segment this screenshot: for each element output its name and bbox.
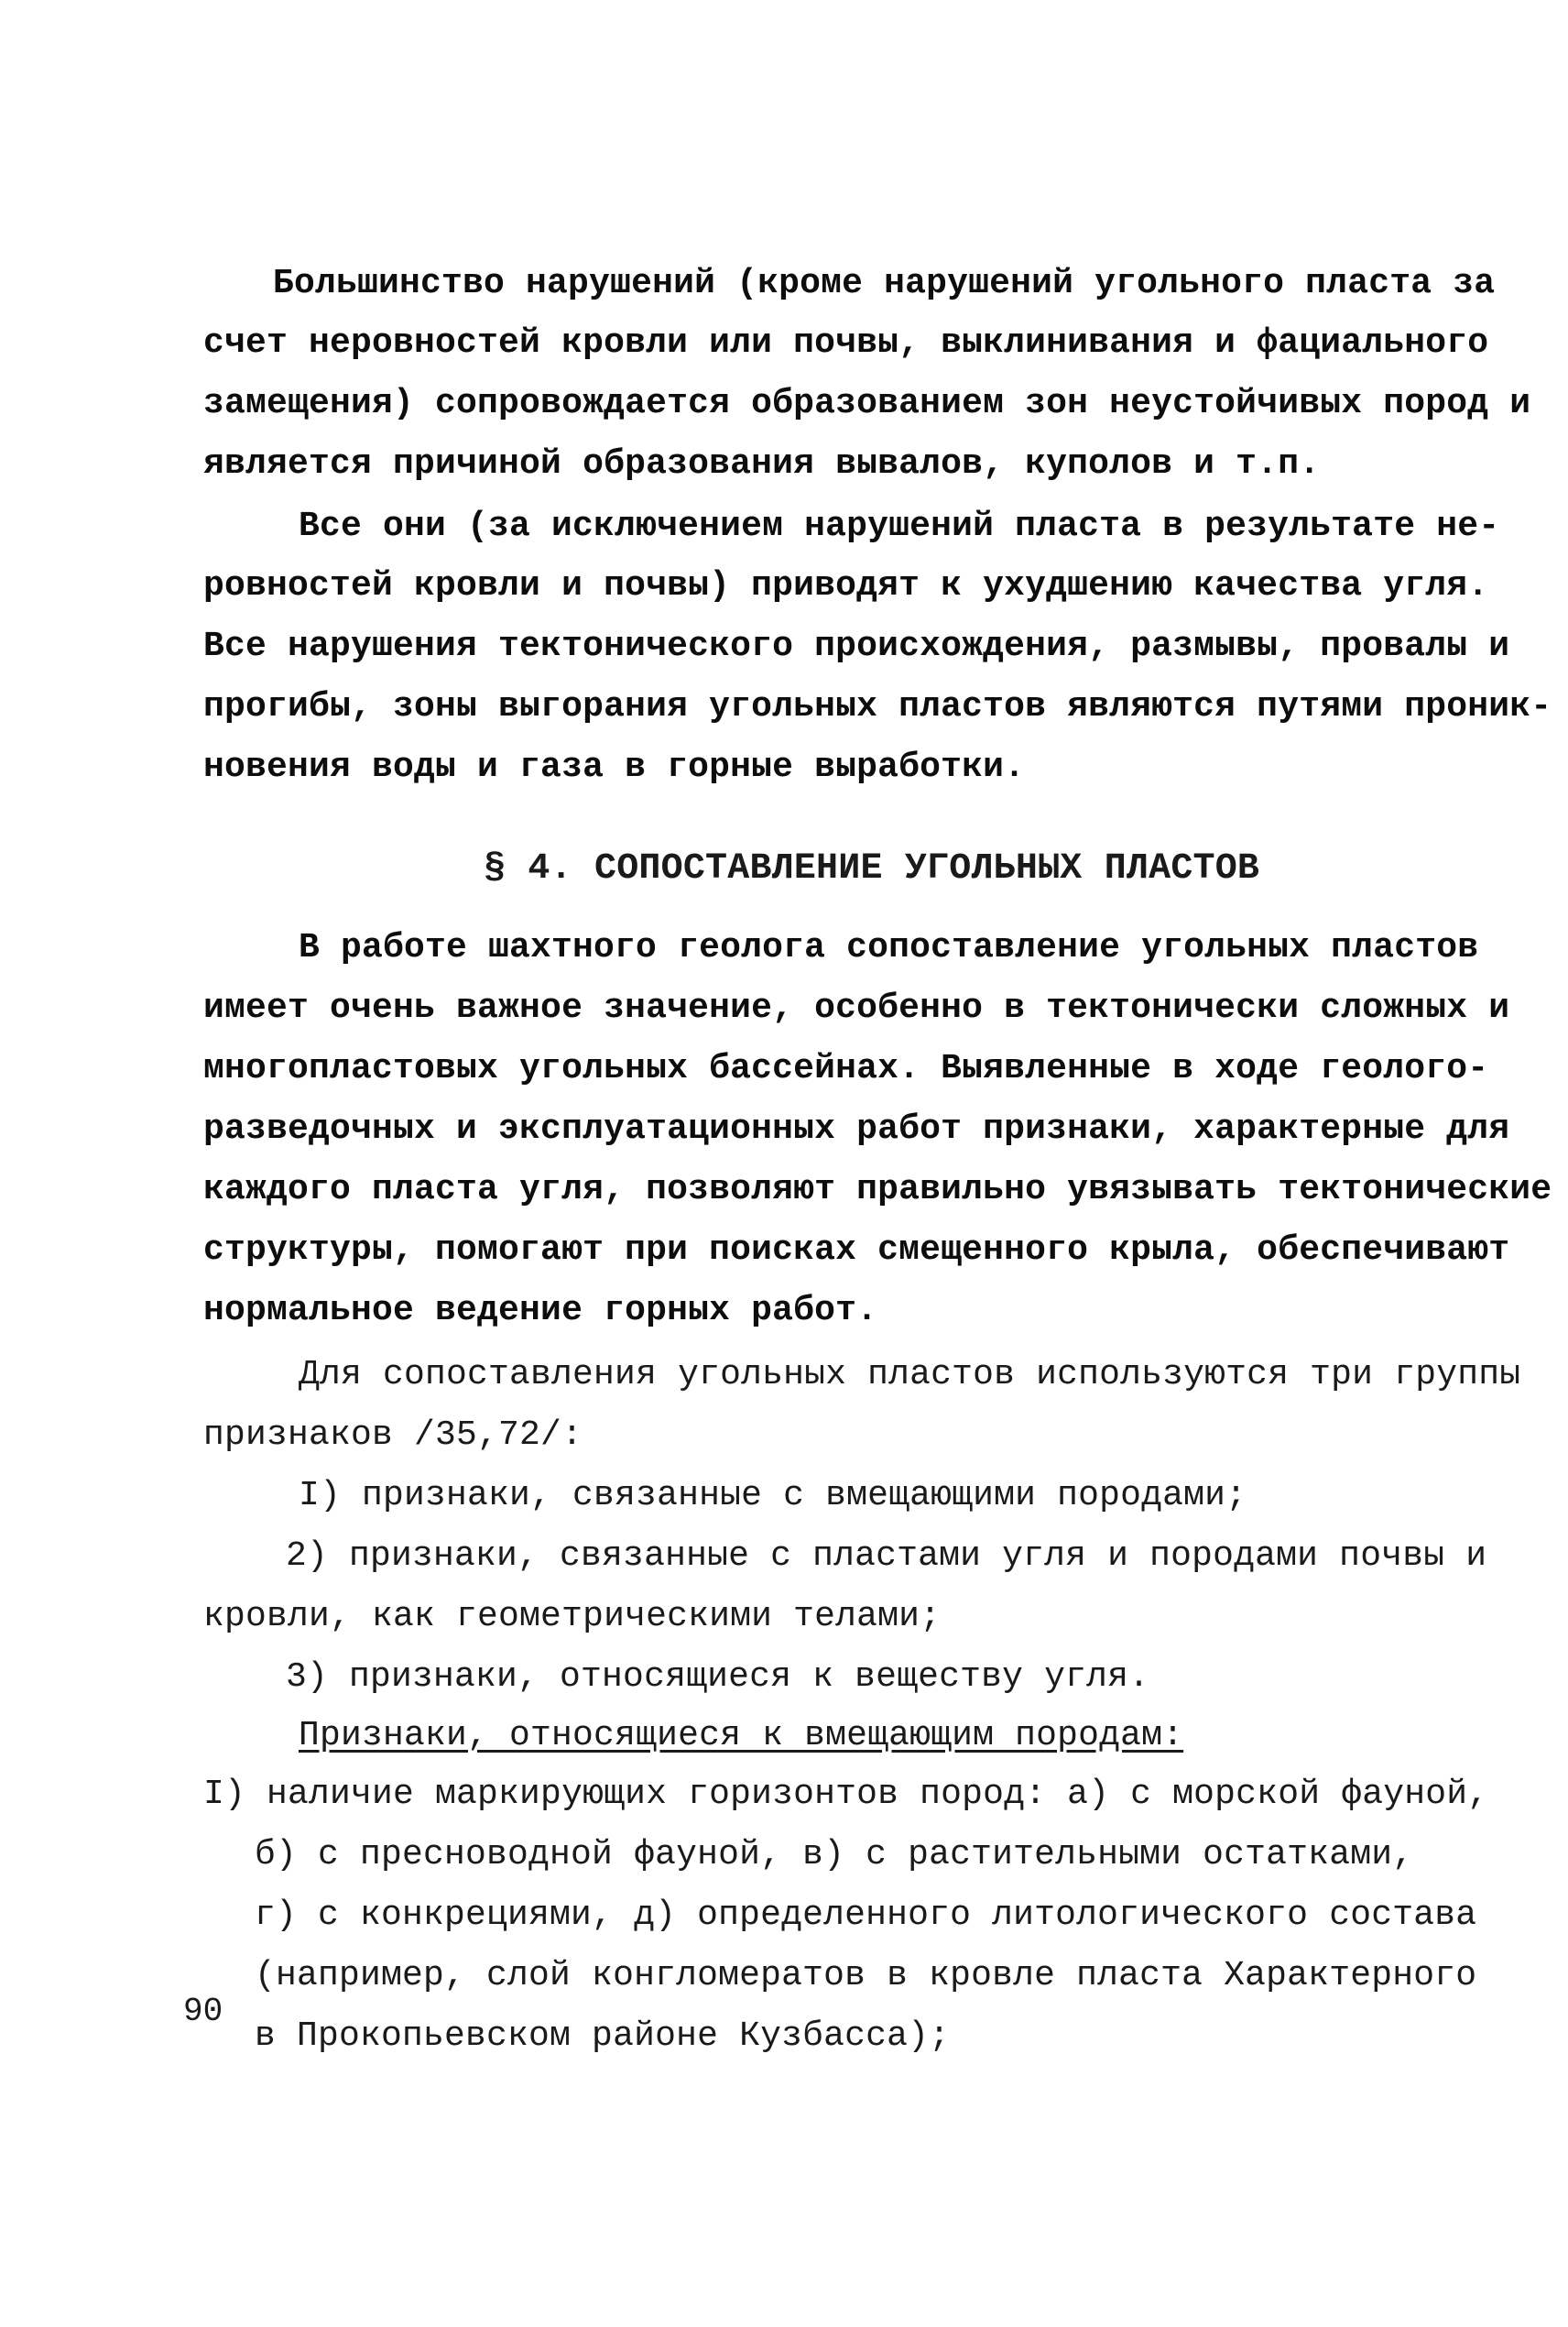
paragraph-1-line-1: Большинство нарушений (кроме нарушений угольного пласта за: [273, 264, 1496, 303]
group-item-2: 2) признаки, связанные с пластами угля и породами почвы и: [286, 1536, 1487, 1576]
paragraph-3-line-3: многопластовых угольных бассейнах. Выявленные в ходе геолого-: [203, 1049, 1489, 1088]
paragraph-1-line-4: является причиной образования вывалов, куполов и т.п.: [203, 444, 1321, 484]
list-item-1: I) наличие маркирующих горизонтов пород: а) с морской фауной,: [203, 1775, 1489, 1814]
paragraph-2-line-2: ровностей кровли и почвы) приводят к ухудшению качества угля.: [203, 566, 1489, 606]
paragraph-2-line-4: прогибы, зоны выгорания угольных пластов являются путями проник-: [203, 687, 1552, 727]
paragraph-2-line-1: Все они (за исключением нарушений пласта в результате не-: [299, 507, 1500, 546]
paragraph-2-line-5: новения воды и газа в горные выработки.: [203, 748, 1026, 787]
paragraph-2-line-3: Все нарушения тектонического происхождения, размывы, провалы и: [203, 627, 1510, 666]
paragraph-3-line-1: В работе шахтного геолога сопоставление угольных пластов: [299, 928, 1479, 967]
paragraph-1-line-3: замещения) сопровождается образованием зон неустойчивых пород и: [203, 384, 1531, 423]
group-item-3: 3) признаки, относящиеся к веществу угля.: [286, 1657, 1150, 1697]
paragraph-1-line-2: счет неровностей кровли или почвы, выклинивания и фациального: [203, 323, 1489, 363]
list-item-1-line-5: в Прокопьевском районе Кузбасса);: [255, 2016, 951, 2056]
paragraph-3-line-4: разведочных и эксплуатационных работ признаки, характерные для: [203, 1109, 1510, 1149]
paragraph-4-line-2: признаков /35,72/:: [203, 1415, 583, 1455]
section-heading: § 4. СОПОСТАВЛЕНИЕ УГОЛЬНЫХ ПЛАСТОВ: [484, 848, 1260, 890]
group-item-2-continued: кровли, как геометрическими телами;: [203, 1597, 942, 1636]
paragraph-3-line-2: имеет очень важное значение, особенно в тектонически сложных и: [203, 989, 1510, 1028]
page-number: 90: [183, 1993, 223, 2030]
list-item-1-line-2: б) с пресноводной фауной, в) с растительными остатками,: [255, 1835, 1414, 1874]
paragraph-3-line-5: каждого пласта угля, позволяют правильно увязывать тектонические: [203, 1170, 1552, 1209]
list-item-1-line-4: (например, слой конгломератов в кровле пласта Характерного: [255, 1956, 1477, 1995]
paragraph-3-line-7: нормальное ведение горных работ.: [203, 1291, 878, 1330]
group-item-1: I) признаки, связанные с вмещающими породами;: [299, 1476, 1247, 1515]
paragraph-3-line-6: структуры, помогают при поисках смещенного крыла, обеспечивают: [203, 1230, 1510, 1270]
list-item-1-line-3: г) с конкрециями, д) определенного литологического состава: [255, 1895, 1477, 1935]
paragraph-4-line-1: Для сопоставления угольных пластов используются три группы: [299, 1355, 1521, 1394]
subsection-heading: Признаки, относящиеся к вмещающим породам:: [299, 1716, 1184, 1755]
